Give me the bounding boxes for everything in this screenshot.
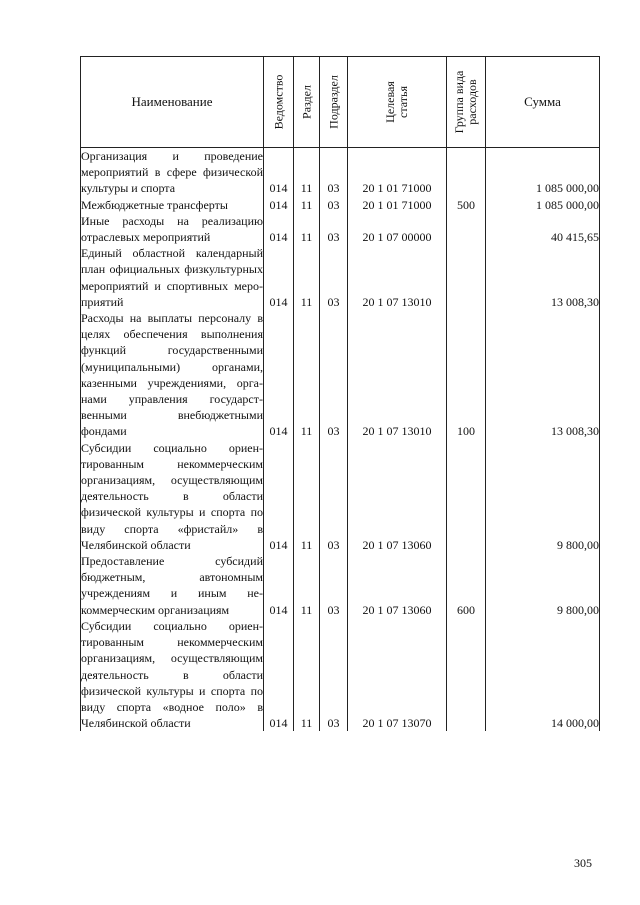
row-name: Субсидии социально ориентированным некоммерческим организациям, осуществляющим деятельность в области физической культуры и спорта по виду спорта «водное поло» в Челябинской области [81,618,263,731]
row-target-article: 20 1 07 13070 [348,618,447,731]
header-department: Ведомство [264,57,294,148]
table-row [81,553,600,618]
row-sum: 14 000,00 [486,618,600,731]
row-section: 11 [294,245,320,310]
table-row [81,618,600,731]
row-target-article: 20 1 07 13010 [348,310,447,440]
header-target-article: Целевая статья [348,57,447,148]
row-section: 11 [294,553,320,618]
row-subsection: 03 [320,245,348,310]
row-target-article: 20 1 07 00000 [348,213,447,245]
row-section: 11 [294,148,320,197]
row-sum: 13 008,30 [486,245,600,310]
table-row [81,148,600,197]
header-sum: Сумма [486,57,600,148]
row-sum: 1 085 000,00 [486,148,600,197]
table-row [81,197,600,213]
row-department: 014 [264,310,294,440]
row-name: Субсидии социально ориентированным некоммерческим организациям, осуществляющим деятельность в области физической культуры и спорта по виду спорта «фристайл» в Челябинской области [81,440,263,552]
row-subsection: 03 [320,553,348,618]
row-department: 014 [264,618,294,731]
header-section: Раздел [294,57,320,148]
table-row [81,310,600,440]
row-sum: 9 800,00 [486,440,600,553]
row-expense-group: 500 [447,197,486,213]
table-row [81,245,600,310]
row-expense-group: 600 [447,553,486,618]
row-department: 014 [264,440,294,553]
row-target-article: 20 1 07 13010 [348,245,447,310]
row-expense-group [447,213,486,245]
row-expense-group [447,440,486,553]
row-name: Иные расходы на реализацию отраслевых мероприятий [81,213,263,245]
row-name: Межбюджетные трансферты [81,197,264,213]
row-target-article: 20 1 07 13060 [348,440,447,553]
row-subsection: 03 [320,440,348,553]
row-target-article: 20 1 07 13060 [348,553,447,618]
row-expense-group [447,148,486,197]
table-row [81,440,600,553]
row-department: 014 [264,553,294,618]
row-target-article: 20 1 01 71000 [348,148,447,197]
row-department: 014 [264,197,294,213]
row-department: 014 [264,245,294,310]
row-subsection: 03 [320,618,348,731]
row-expense-group [447,245,486,310]
row-expense-group: 100 [447,310,486,440]
row-section: 11 [294,213,320,245]
row-name: Единый областной календарный план официальных физкультурных мероприятий и спортивных мероприятий [81,246,263,309]
row-section: 11 [294,197,320,213]
row-expense-group [447,618,486,731]
row-subsection: 03 [320,148,348,197]
header-name: Наименование [81,57,264,148]
row-target-article: 20 1 01 71000 [348,197,447,213]
row-sum: 13 008,30 [486,310,600,440]
row-subsection: 03 [320,213,348,245]
row-section: 11 [294,310,320,440]
row-name: Расходы на выплаты персоналу в целях обеспечения выполнения функций государственными (муниципальными) органами, казенными учреждениями, органами управления государственными внебюджетными фондами [81,311,263,439]
row-section: 11 [294,440,320,553]
header-expense-group: Группа вида расходов [447,57,486,148]
row-sum: 9 800,00 [486,553,600,618]
row-sum: 1 085 000,00 [486,197,600,213]
header-subsection: Подраздел [320,57,348,148]
row-subsection: 03 [320,197,348,213]
row-name: Организация и проведение мероприятий в сфере физической культуры и спорта [81,149,263,196]
row-department: 014 [264,148,294,197]
table-row [81,213,600,245]
page-number: 305 [574,856,592,870]
row-department: 014 [264,213,294,245]
row-sum: 40 415,65 [486,213,600,245]
row-subsection: 03 [320,310,348,440]
budget-table [80,56,600,731]
row-name: Предоставление субсидий бюджетным, автономным учреждениям и иным некоммерческим организациям [81,554,263,617]
row-section: 11 [294,618,320,731]
table-header-row [81,57,600,148]
